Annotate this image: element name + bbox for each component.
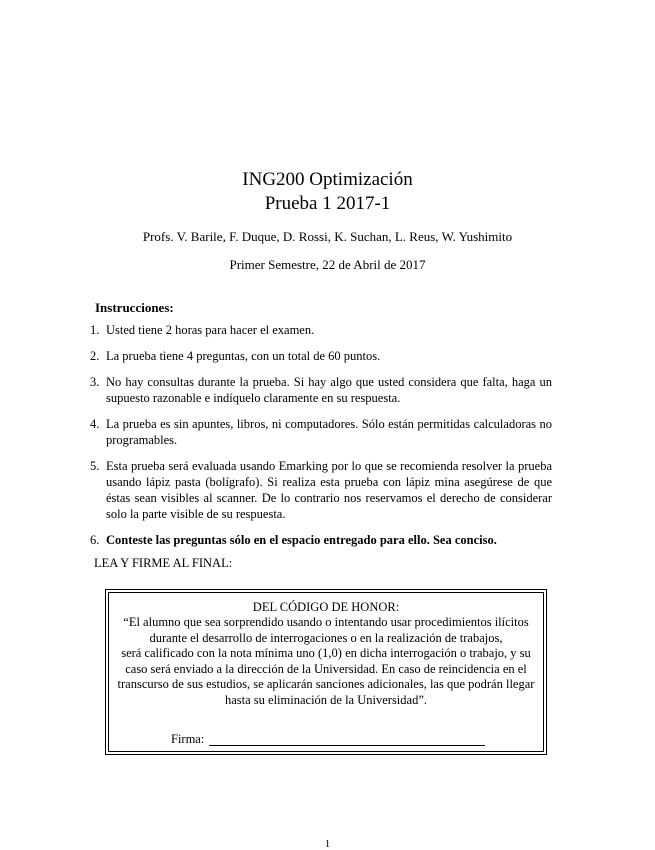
signature-line[interactable] <box>209 745 485 746</box>
instruction-text: Esta prueba será evaluada usando Emarking por lo que se recomienda resolver la prueba usando lápiz pasta (bolígrafo). Si realiza esta prueba con lápiz mina asegúrese de que éstas sean visibles al scanner. De lo contrario nos reservamos el derecho de considerar solo la parte visible de su respuesta. <box>106 459 552 521</box>
instruction-number: 2. <box>90 349 100 363</box>
instruction-number: 4. <box>90 417 100 431</box>
page-number: 1 <box>324 838 331 850</box>
instruction-text: No hay consultas durante la prueba. Si hay algo que usted considera que falta, haga un supuesto razonable e indíquelo claramente en su respuesta. <box>106 375 552 405</box>
honor-code-line: caso será enviado a la dirección de la Universidad. En caso de reincidencia en el <box>125 661 527 676</box>
instruction-text: La prueba tiene 4 preguntas, con un total de 60 puntos. <box>106 349 381 363</box>
signature-label: Firma: <box>171 732 205 746</box>
honor-code-line: será calificado con la nota mínima uno (1,0) en dicha interrogación o trabajo, y su <box>121 646 531 660</box>
honor-code-line: durante el desarrollo de interrogaciones o en la realización de trabajos, <box>149 630 503 645</box>
honor-code-heading: DEL CÓDIGO DE HONOR: <box>252 600 400 614</box>
instruction-item <box>90 416 552 448</box>
instructions-heading: Instrucciones: <box>95 300 174 315</box>
exam-title: Prueba 1 2017-1 <box>264 193 391 214</box>
honor-code-line: hasta su eliminación de la Universidad”. <box>224 692 428 707</box>
instruction-number: 1. <box>90 323 100 337</box>
instruction-item <box>90 458 552 522</box>
honor-code-box <box>108 592 544 752</box>
honor-code-text <box>115 615 537 708</box>
instructions-list <box>90 322 552 558</box>
instruction-number: 5. <box>90 459 100 473</box>
instruction-text: Conteste las preguntas sólo en el espacio entregado para ello. Sea conciso. <box>106 533 497 547</box>
instruction-text: La prueba es sin apuntes, libros, ni computadores. Sólo están permitidas calculadoras no programables. <box>106 417 552 447</box>
authors-line: Profs. V. Barile, F. Duque, D. Rossi, K. Suchan, L. Reus, W. Yushimito <box>142 229 513 244</box>
read-and-sign-label: LEA Y FIRME AL FINAL: <box>94 556 233 570</box>
date-line: Primer Semestre, 22 de Abril de 2017 <box>229 257 426 272</box>
instruction-item <box>90 374 552 406</box>
instruction-number: 3. <box>90 375 100 389</box>
instruction-item <box>90 348 552 364</box>
instruction-text: Usted tiene 2 horas para hacer el examen. <box>106 323 315 337</box>
instruction-item <box>90 322 552 338</box>
instruction-item <box>90 532 552 548</box>
instruction-number: 6. <box>90 533 100 547</box>
course-title: ING200 Optimización <box>242 169 413 190</box>
honor-code-line: transcurso de sus estudios, se aplicarán sanciones adicionales, las que podrán llegar <box>117 677 535 691</box>
honor-code-line: “El alumno que sea sorprendido usando o intentando usar procedimientos ilícitos <box>123 615 529 629</box>
